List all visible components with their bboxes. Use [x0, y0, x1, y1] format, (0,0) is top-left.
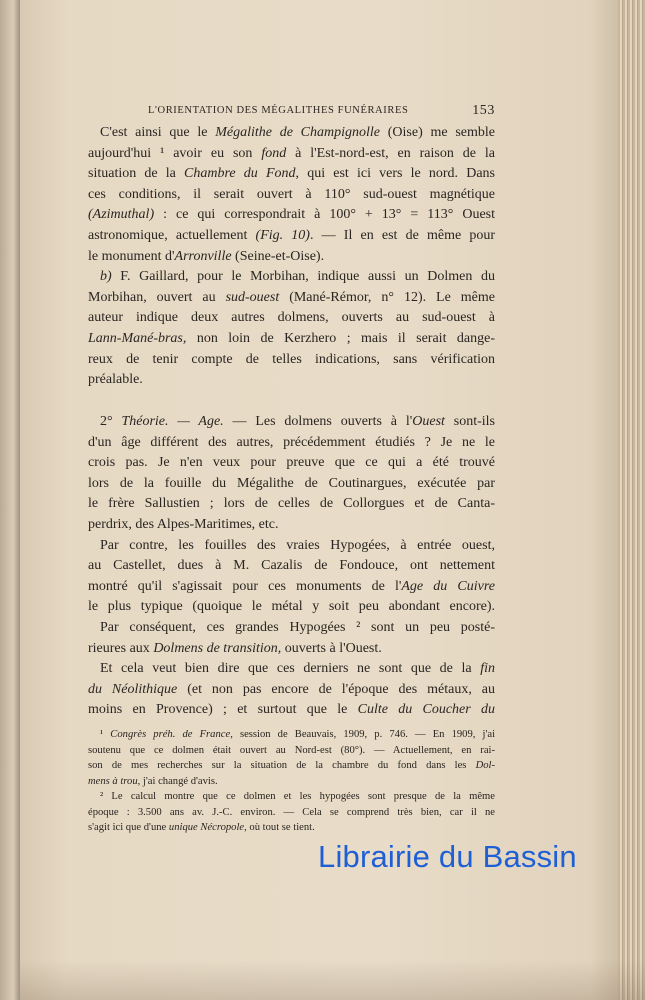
italic-text: Culte du Coucher du [357, 702, 495, 718]
italic-text: Chambre du Fond [184, 166, 296, 182]
italic-text: Congrès préh. de France [110, 729, 231, 740]
text-line [88, 536, 495, 557]
text-run: ces conditions, il serait ouvert à 110° sud-ouest magnétique [88, 186, 495, 202]
text-line [88, 288, 495, 309]
text-run: moins en Provence) ; et surtout que le [88, 702, 358, 718]
text-run: C'est ainsi que le [100, 125, 216, 140]
text-run: crois pas. Je n'en veux pour preuve que ce qui a été trouvé [88, 455, 495, 471]
running-header [88, 103, 495, 121]
footnote-line [88, 789, 495, 805]
italic-text: unique Nécropole [168, 822, 245, 833]
text-run: s'agit ici que d'une [88, 822, 169, 833]
text-run: non loin de Kerzhero ; mais il serait dange- [186, 330, 495, 346]
footnote-line [88, 805, 495, 821]
text-run: montré qu'il s'agissait pour ces monuments de l' [88, 578, 402, 594]
text-run: le plus typique (quoique le métal y soit peu abondant encore). [88, 599, 495, 615]
text-run: ouverts à l'Ouest. [281, 640, 382, 656]
text-line [88, 700, 495, 721]
italic-text: Dolmens de transition, [153, 640, 282, 656]
italic-text: Age du Cuivre [401, 578, 495, 594]
footnote-line [88, 820, 495, 836]
page-number: 153 [472, 103, 495, 118]
running-title: L'ORIENTATION DES MÉGALITHES FUNÉRAIRES [148, 105, 409, 116]
text-run: lors de la fouille du Mégalithe de Coutinargues, exécutée par [88, 475, 495, 491]
italic-text: fin [480, 661, 495, 677]
text-run: le monument d' [88, 248, 175, 264]
italic-text: Lann-Mané-bras, [88, 330, 187, 346]
italic-text: (Azimuthal) [88, 207, 155, 223]
text-line [88, 412, 495, 433]
text-run: rieures aux [88, 640, 154, 656]
text-run: aujourd'hui ¹ avoir eu son [88, 145, 262, 161]
page-edges [618, 0, 645, 1000]
italic-text: Arronville [174, 248, 232, 264]
text-line [88, 226, 495, 247]
text-run: F. Gaillard, pour le Morbihan, indique aussi un Dolmen du [111, 269, 495, 285]
text-line [88, 659, 495, 680]
text-run: (Oise) me semble [380, 125, 496, 140]
text-line [88, 123, 495, 144]
text-line [88, 350, 495, 371]
text-run: — Les dolmens ouverts à l' [223, 414, 413, 429]
text-run: soutenu que ce dolmen était ouvert au Nord-est (80°). — Actuellement, en rai- [88, 744, 495, 756]
italic-text: du Néolithique [88, 681, 178, 697]
text-line [88, 556, 495, 577]
text-run: , session de Beauvais, 1909, p. 746. — En 1909, j'ai [230, 729, 496, 740]
text-run: situation de la [88, 166, 185, 182]
italic-text: Ouest [412, 414, 445, 429]
text-line [88, 515, 495, 536]
text-line [88, 164, 495, 185]
paragraphs-section-a [88, 123, 495, 391]
footnote-line [88, 727, 495, 743]
paragraphs-section-theorie [88, 412, 495, 721]
footnote-line [88, 774, 495, 790]
text-run: sont-ils [444, 414, 495, 429]
text-line [88, 247, 495, 268]
text-run: à l'Est-nord-est, en raison de la [286, 145, 495, 161]
text-run: perdrix, des Alpes-Maritimes, etc. [88, 516, 279, 532]
italic-text: Mégalithe de Champignolle [215, 125, 380, 140]
text-run: Par conséquent, ces grandes Hypogées ² sont un peu posté- [100, 619, 495, 635]
text-run: le frère Sallustien ; lors de celles de Collorgues et de Canta- [88, 496, 495, 512]
text-line [88, 639, 495, 660]
italic-text: sud-ouest [225, 289, 280, 305]
text-run: ¹ [100, 729, 111, 740]
text-line [88, 494, 495, 515]
text-run: : ce qui correspondrait à 100° + 13° = 113° Ouest [154, 207, 495, 223]
text-run: Par contre, les fouilles des vraies Hypogées, à entrée ouest, [100, 537, 495, 553]
adjacent-page-edge [0, 0, 22, 1000]
italic-text: Théorie. — Age. [121, 414, 224, 429]
text-line [88, 267, 495, 288]
text-run: j'ai changé d'avis. [140, 775, 218, 787]
text-run: 2° [100, 414, 122, 429]
text-line [88, 680, 495, 701]
text-run: , où tout se tient. [244, 822, 315, 833]
text-run: reux de tenir compte de telles indications, sans vérification [88, 351, 495, 367]
italic-text: fond [261, 145, 287, 161]
text-run: son de mes recherches sur la situation de la chambre du fond dans les [88, 760, 476, 771]
text-line [88, 308, 495, 329]
text-run: . — Il en est de même pour [309, 227, 496, 243]
text-line [88, 474, 495, 495]
text-line [88, 329, 495, 350]
text-line [88, 453, 495, 474]
italic-text: mens à trou, [88, 775, 141, 787]
text-run: ² Le calcul montre que ce dolmen et les hypogées sont presque de la même [100, 791, 495, 802]
footnote-line [88, 758, 495, 774]
text-run: époque : 3.500 ans av. J.-C. environ. — Cela se comprend très bien, car il ne [88, 806, 495, 818]
text-run: Morbihan, ouvert au [88, 289, 226, 305]
italic-text: Dol- [475, 760, 495, 771]
text-run: (Mané-Rémor, n° 12). Le même [279, 289, 495, 305]
text-line [88, 205, 495, 226]
text-line [88, 597, 495, 618]
text-run: , qui est ici vers le nord. Dans [295, 166, 495, 182]
shadow [20, 960, 645, 1000]
text-line [88, 433, 495, 454]
text-line [88, 618, 495, 639]
watermark-text: Librairie du Bassin [318, 839, 577, 874]
text-line [88, 185, 495, 206]
text-line [88, 370, 495, 391]
text-line [88, 577, 495, 598]
text-run: d'un âge différent des autres, précédemment étudiés ? Je ne le [88, 434, 495, 450]
text-run: au Castellet, dues à M. Cazalis de Fondouce, ont nettement [88, 558, 495, 574]
italic-text: b) [100, 269, 112, 285]
text-run: préalable. [88, 372, 143, 388]
text-run: auteur indique deux autres dolmens, ouverts au sud-ouest à [88, 310, 495, 326]
footnote-line [88, 743, 495, 759]
italic-text: (Fig. 10) [255, 227, 310, 243]
text-line [88, 144, 495, 165]
text-run: (Seine-et-Oise). [231, 248, 325, 264]
text-run: astronomique, actuellement [88, 227, 256, 243]
text-run: (et non pas encore de l'époque des métaux, au [177, 681, 496, 697]
footnotes [88, 727, 495, 836]
text-run: Et cela veut bien dire que ces derniers ne sont que de la [100, 661, 481, 677]
